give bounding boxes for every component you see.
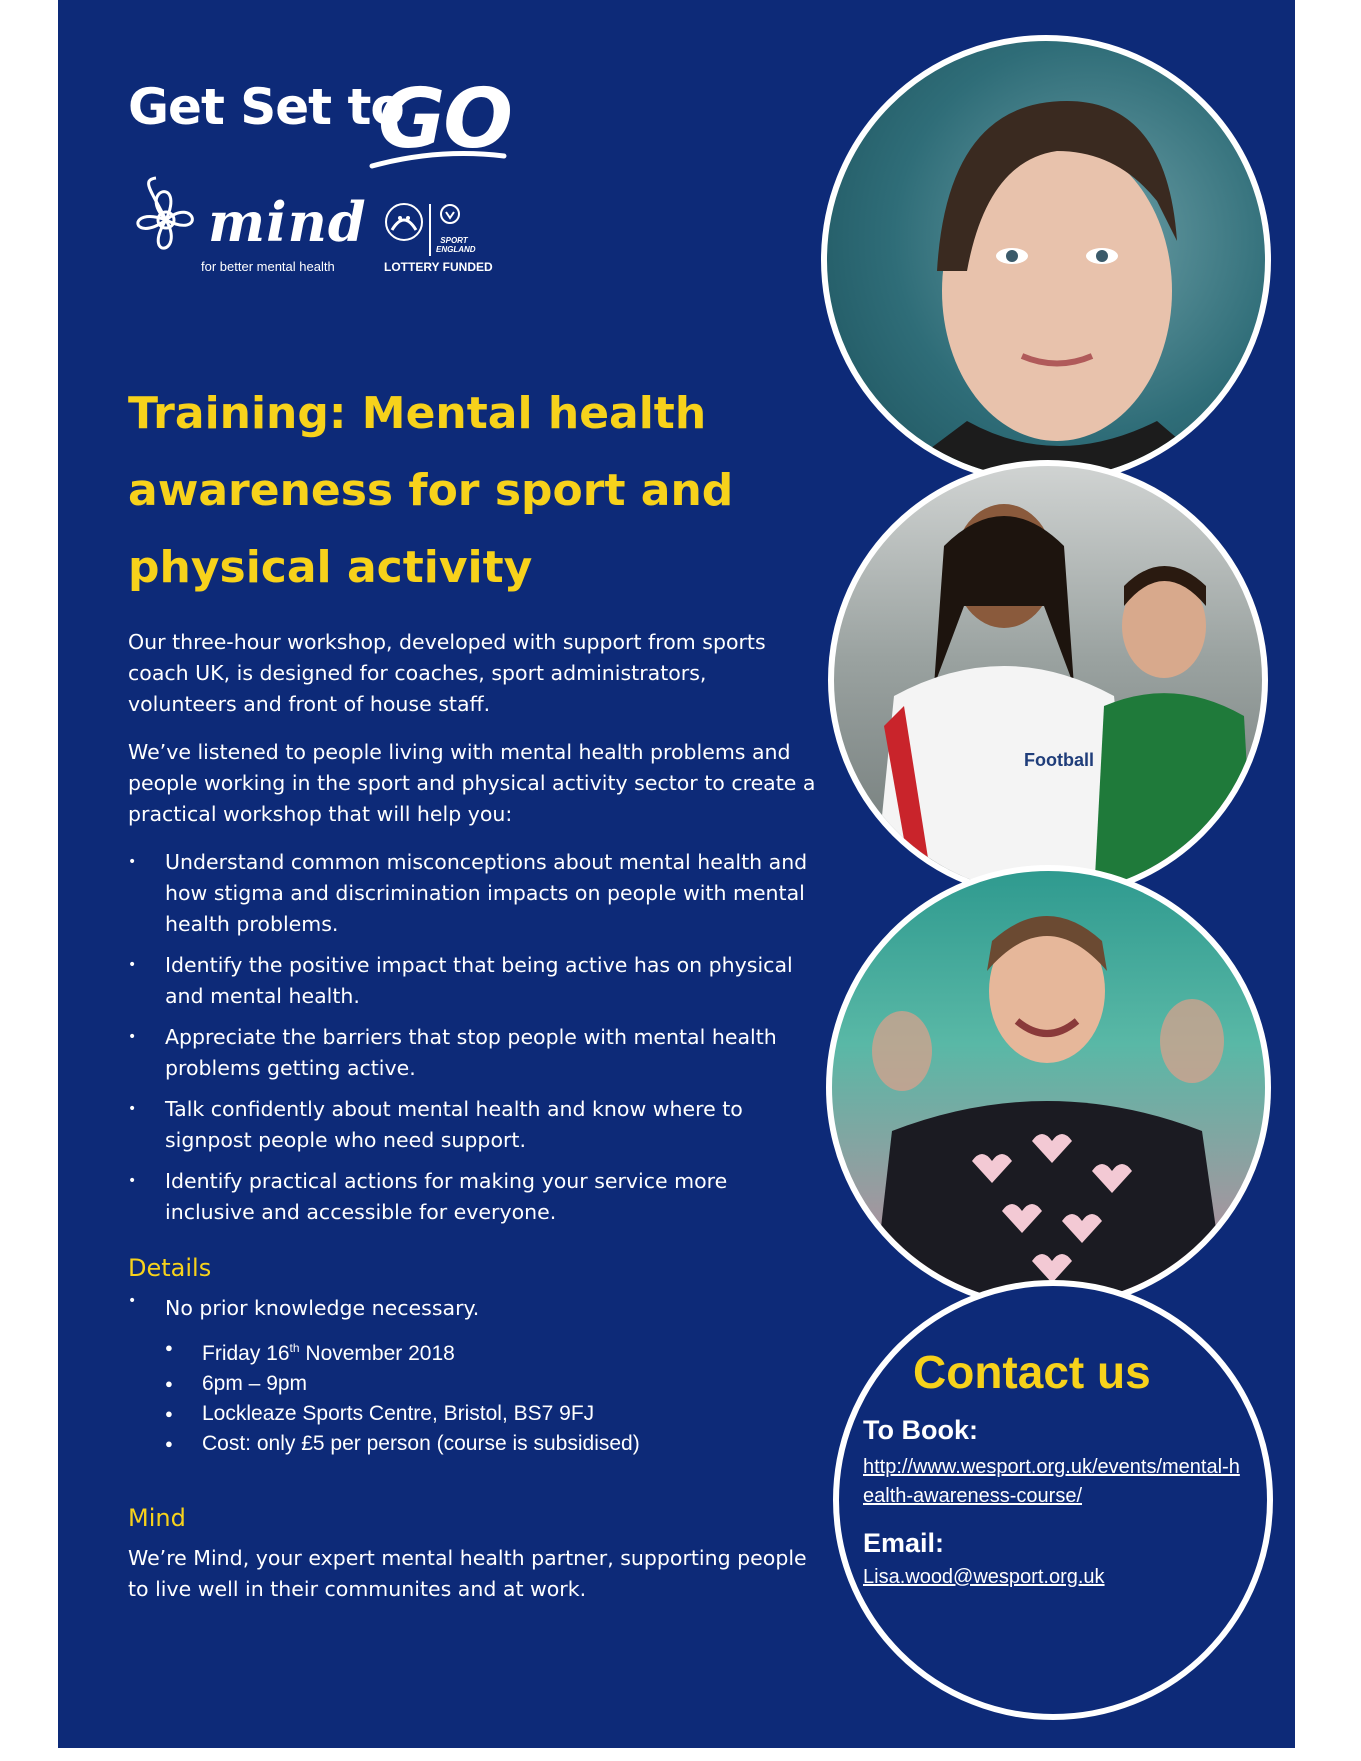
detail-venue: ● Lockleaze Sports Centre, Bristol, BS7 9FJ: [165, 1399, 640, 1429]
to-book-label: To Book:: [863, 1415, 978, 1445]
mind-description: We’re Mind, your expert mental health partner, supporting people to live well in their communites and at work.: [128, 1546, 807, 1601]
detail-cost: ● Cost: only £5 per person (course is subsidised): [165, 1429, 640, 1459]
list-item: • Identify the positive impact that being active has on physical and mental health.: [128, 950, 818, 1012]
mind-heading: Mind: [128, 1504, 186, 1532]
jersey-text: Football: [1024, 750, 1094, 770]
list-item: • Identify practical actions for making your service more inclusive and accessible for everyone.: [128, 1166, 818, 1228]
mind-wordmark: mind: [208, 190, 367, 254]
email-link[interactable]: Lisa.wood@wesport.org.uk: [863, 1566, 1105, 1588]
brand-go: GO: [378, 72, 512, 167]
swimmer-photo: [821, 35, 1271, 485]
mind-flower-logo-icon: [126, 170, 206, 270]
lottery-funded-label: LOTTERY FUNDED: [384, 260, 493, 274]
list-item: • Understand common misconceptions about mental health and how stigma and discrimination impacts on people with mental health problems.: [128, 847, 818, 940]
headline: Training: Mental health awareness for sport and physical activity: [128, 388, 734, 593]
detail-date: [165, 1333, 640, 1369]
poster: [58, 0, 1295, 1748]
brand-title: Get Set to: [128, 78, 404, 136]
sport-england-label: SPORT ENGLAND: [436, 236, 476, 254]
dance-illustration: [832, 871, 1267, 1306]
benefits-list: [128, 847, 818, 1238]
football-players-photo: [828, 460, 1268, 900]
mind-tagline: for better mental health: [201, 259, 335, 274]
bullet-icon: •: [128, 1293, 137, 1309]
dance-class-photo: [826, 865, 1271, 1310]
details-note: No prior knowledge necessary.: [165, 1296, 480, 1320]
detail-time: ● 6pm – 9pm: [165, 1369, 640, 1399]
details-list: [165, 1333, 640, 1459]
contact-title: Contact us: [913, 1346, 1151, 1398]
swoosh-underline-icon: [368, 150, 508, 170]
details-heading: Details: [128, 1254, 212, 1282]
email-label: Email:: [863, 1528, 945, 1558]
football-illustration: [834, 466, 1264, 896]
intro-paragraph-1: Our three-hour workshop, developed with support from sports coach UK, is designed for coaches, sport administrators, volunteers and front of house staff.: [128, 630, 766, 716]
date-prefix: Friday 16: [202, 1342, 290, 1365]
date-suffix-ordinal: th: [289, 1341, 300, 1355]
booking-link[interactable]: http://www.wesport.org.uk/events/mental-health-awareness-course/: [863, 1456, 1240, 1507]
swimmer-illustration: [827, 41, 1267, 481]
list-item: • Appreciate the barriers that stop people with mental health problems getting active.: [128, 1022, 818, 1084]
intro-paragraph-2: We’ve listened to people living with mental health problems and people working in the sport and physical activity sector to create a practical workshop that will help you:: [128, 740, 816, 826]
list-item: • Talk confidently about mental health and know where to signpost people who need support.: [128, 1094, 818, 1156]
date-suffix: November 2018: [299, 1342, 455, 1365]
